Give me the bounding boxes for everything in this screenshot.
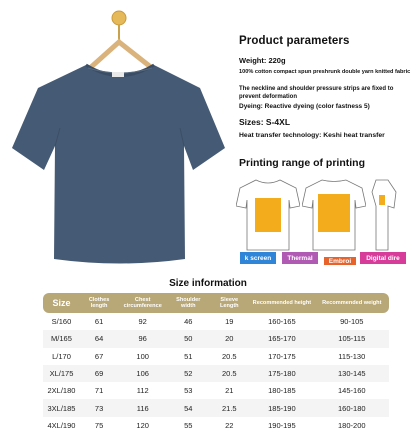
cell-height: 190-195 [268,420,296,430]
cell-size: 2XL/180 [47,386,76,396]
cell-height: 170-175 [268,351,296,361]
cell-chest: 92 [138,317,147,327]
cell-length: 61 [94,317,104,327]
cell-chest: 106 [118,365,167,382]
cell-weight: 105-115 [315,330,389,347]
shirt-body [12,65,225,264]
fabric-label: 100% cotton compact spun preshrunk double yarn knitted fabric [239,69,411,75]
dyeing-label: Dyeing: Reactive dyeing (color fastness 5) [239,103,370,110]
cell-height: 175-180 [249,365,314,382]
cell-length: 75 [94,420,104,430]
table-row [43,313,389,330]
cell-sleeve: 20 [209,330,249,347]
cell-length: 71 [94,386,104,396]
header-sleeve: Sleeve Length [209,293,249,313]
product-parameters-title: Product parameters [239,35,350,47]
header-weight: Recommended weight [315,293,389,313]
cell-size: XL/175 [43,365,80,382]
cell-shoulder: 55 [184,420,193,430]
cell-sleeve: 21.5 [209,399,249,416]
header-shoulder: Shoulder width [167,293,209,313]
cell-shoulder: 53 [184,386,193,396]
cell-sleeve: 20.5 [209,365,249,382]
sleeve-print-diagram [370,176,398,252]
front-print-diagram [236,176,300,252]
cell-size: 4XL/190 [47,420,76,430]
cell-height: 180-185 [268,386,296,396]
cell-weight: 145-160 [338,386,366,396]
cell-length: 67 [94,351,104,361]
header-chest: Chest circumference [118,293,167,313]
cell-height: 160-165 [268,317,296,327]
table-row [43,365,389,382]
cell-weight: 115-130 [338,351,366,361]
heat-transfer-label: Heat transfer technology: Keshi heat transfer [239,132,385,139]
cell-height: 185-190 [249,399,314,416]
cell-length: 73 [80,399,118,416]
silk-screen-tag: k screen [240,252,276,264]
embroidery-tag: Embroi [324,257,356,265]
cell-shoulder: 46 [184,317,193,327]
back-print-diagram [302,176,366,252]
cell-weight: 90-105 [340,317,364,327]
cell-sleeve: 21 [225,386,234,396]
hanger-hook-icon [112,11,126,25]
print-area [318,194,350,232]
digital-direct-tag: Digital dire [360,252,406,264]
print-area [255,198,281,232]
cell-size: L/170 [52,351,71,361]
cell-size: 3XL/185 [43,399,80,416]
cell-sleeve: 20.5 [221,351,237,361]
cell-chest: 116 [118,399,167,416]
table-row [43,399,389,416]
size-information-title: Size information [169,278,247,289]
cell-weight: 180-200 [338,420,366,430]
t-shirt-image [4,8,230,268]
table-row [43,330,389,347]
cell-length: 64 [80,330,118,347]
cell-length: 69 [80,365,118,382]
size-table [43,293,389,434]
cell-size: S/160 [51,317,72,327]
table-row [43,417,389,434]
cell-height: 165-170 [249,330,314,347]
thermal-tag: Thermal [282,252,318,264]
cell-shoulder: 54 [167,399,209,416]
cell-sleeve: 19 [225,317,234,327]
size-table-header [43,293,389,313]
cell-chest: 96 [118,330,167,347]
header-size: Size [43,293,80,313]
print-area [379,195,385,205]
neckline-label: The neckline and shoulder pressure strips are fixed to prevent deformation [239,86,394,100]
cell-sleeve: 22 [225,420,234,430]
cell-size: M/165 [43,330,80,347]
cell-weight: 130-145 [315,365,389,382]
cell-chest: 100 [136,351,149,361]
header-height: Recommended height [249,293,314,313]
cell-chest: 112 [136,386,149,396]
cell-weight: 160-180 [315,399,389,416]
header-clothes-length: Clothes length [80,293,118,313]
sizes-label: Sizes: S-4XL [239,117,291,127]
printing-range-title: Printing range of printing [239,157,365,169]
cell-shoulder: 51 [184,351,193,361]
cell-chest: 120 [136,420,149,430]
cell-shoulder: 50 [167,330,209,347]
table-row [43,348,389,365]
cell-shoulder: 52 [167,365,209,382]
weight-label: Weight: 220g [239,56,286,65]
table-row [43,382,389,399]
